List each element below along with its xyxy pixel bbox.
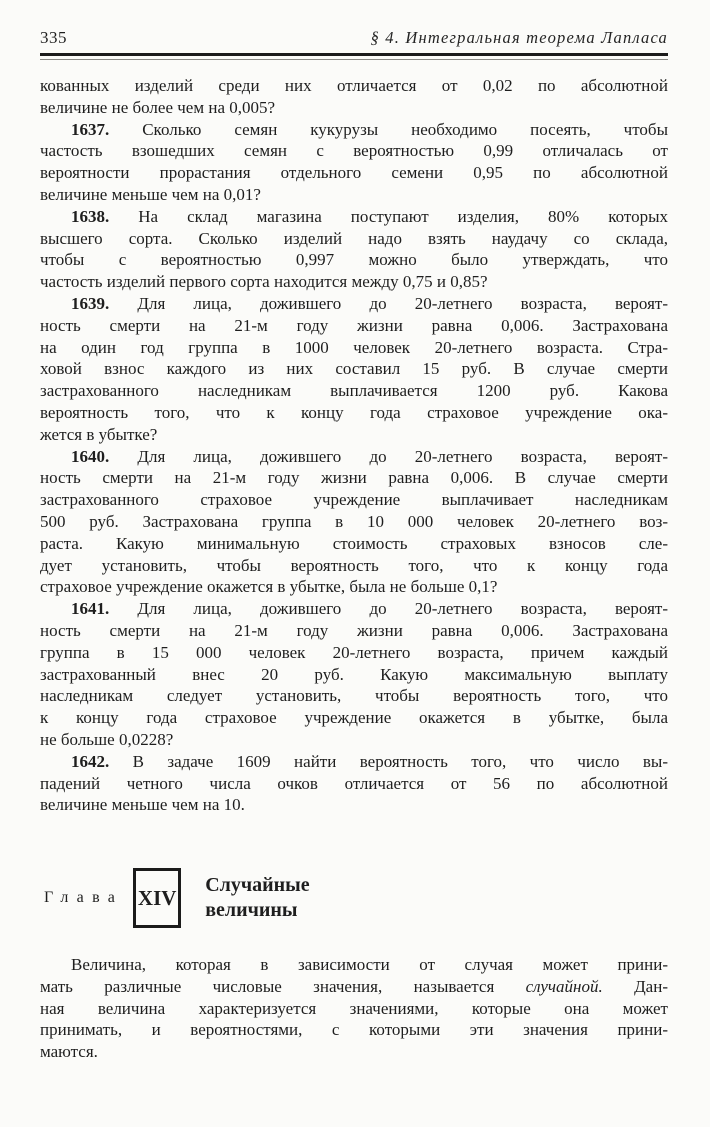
- text-line: [40, 976, 668, 998]
- text-segment: ховой взнос каждого из них составил 15 руб. В случае смерти: [40, 359, 668, 379]
- text-segment: Для лица, дожившего до 20-летнего возраста, вероят-: [137, 599, 669, 619]
- text-segment: к концу года страховое учреждение окажется в убытке, была: [40, 708, 668, 728]
- text-segment: величине меньше чем на 10.: [40, 795, 245, 815]
- problem-number: 1641.: [71, 599, 138, 619]
- text-segment: Для лица, дожившего до 20-летнего возраста, вероят-: [137, 293, 669, 313]
- text-line: [40, 293, 668, 315]
- text-line: [40, 489, 668, 511]
- text-line: [40, 206, 668, 228]
- text-line: [40, 424, 668, 446]
- paragraph: [40, 954, 668, 1063]
- text-line: [40, 794, 668, 816]
- chapter-title-line1: Случайные: [205, 874, 310, 897]
- text-segment: не больше 0,0228?: [40, 729, 174, 749]
- text-segment: дует установить, чтобы вероятность того, что к концу года: [40, 555, 668, 575]
- text-line: [40, 467, 668, 489]
- paragraph: [40, 206, 668, 293]
- chapter-heading: [44, 868, 668, 928]
- text-segment: застрахованного наследникам выплачивается 1200 руб. Какова: [40, 381, 668, 401]
- text-line: [40, 315, 668, 337]
- intro-section: [40, 954, 668, 1063]
- paragraph: [40, 293, 668, 446]
- text-line: [40, 358, 668, 380]
- text-line: [40, 729, 668, 751]
- text-segment: 500 руб. Застрахована группа в 10 000 человек 20-летнего воз-: [40, 511, 668, 531]
- text-line: [40, 228, 668, 250]
- text-line: [40, 1019, 668, 1041]
- text-line: [40, 75, 668, 97]
- text-line: [40, 555, 668, 577]
- text-line: [40, 184, 668, 206]
- text-segment: частость взошедших семян с вероятностью 0,99 отличалась от: [40, 141, 668, 161]
- text-segment: наследникам следует установить, чтобы вероятность того, что: [40, 686, 668, 706]
- text-segment: падений четного числа очков отличается от 56 по абсолютной: [40, 773, 668, 793]
- text-line: [40, 1041, 668, 1063]
- text-line: [40, 140, 668, 162]
- text-line: [40, 533, 668, 555]
- text-line: [40, 598, 668, 620]
- text-segment: кованных изделий среди них отличается от 0,02 по абсолютной: [40, 76, 668, 95]
- text-line: [40, 249, 668, 271]
- problem-number: 1639.: [71, 293, 138, 313]
- text-segment: ность смерти на 21-м году жизни равна 0,006. Застрахована: [40, 620, 668, 640]
- text-line: [40, 162, 668, 184]
- paragraph: [40, 446, 668, 599]
- text-segment: раста. Какую минимальную стоимость страховых взносов сле-: [40, 533, 668, 553]
- chapter-number-box: [133, 868, 181, 928]
- text-line: [40, 642, 668, 664]
- text-segment: маются.: [40, 1042, 98, 1062]
- text-segment: ная величина характеризуется значениями, которые она может: [40, 998, 668, 1018]
- page-number: 335: [40, 28, 67, 47]
- text-line: [40, 402, 668, 424]
- page-header: [40, 28, 668, 48]
- paragraph: [40, 598, 668, 751]
- text-line: [40, 707, 668, 729]
- chapter-title-line2: величины: [205, 899, 298, 922]
- text-segment: на один год группа в 1000 человек 20-летнего возраста. Стра-: [40, 337, 668, 357]
- text-segment: В задаче 1609 найти вероятность того, что число вы-: [132, 751, 669, 771]
- text-line: [40, 446, 668, 468]
- text-segment: высшего сорта. Сколько изделий надо взять наудачу со склада,: [40, 228, 668, 248]
- problem-number: 1642.: [71, 751, 133, 771]
- text-segment: жется в убытке?: [40, 424, 158, 444]
- text-line: [40, 380, 668, 402]
- text-line: [40, 119, 668, 141]
- text-segment: вероятности прорастания отдельного семени 0,95 по абсолютной: [40, 163, 668, 183]
- text-segment: застрахованного страховое учреждение выплачивает наследникам: [40, 490, 668, 510]
- text-segment: Величина, которая в зависимости от случая может прини-: [71, 955, 668, 975]
- text-line: [40, 271, 668, 293]
- text-segment: принимать, и вероятностями, с которыми эти значения прини-: [40, 1020, 668, 1040]
- problem-number: 1638.: [71, 206, 139, 226]
- chapter-title: [205, 873, 309, 923]
- text-segment: мать различные числовые значения, называется: [40, 976, 526, 996]
- problem-number: 1640.: [71, 446, 138, 466]
- text-segment: Для лица, дожившего до 20-летнего возраста, вероят-: [137, 446, 669, 466]
- text-line: [40, 685, 668, 707]
- text-line: [40, 998, 668, 1020]
- text-segment: Сколько семян кукурузы необходимо посеять, чтобы: [142, 119, 668, 139]
- text-line: [40, 337, 668, 359]
- text-line: [40, 511, 668, 533]
- text-segment: Дан-: [602, 976, 668, 996]
- problems-section: [40, 75, 668, 816]
- text-line: [40, 954, 668, 976]
- header-rule: [40, 53, 668, 60]
- text-segment: На склад магазина поступают изделия, 80% которых: [138, 206, 668, 226]
- text-segment: вероятность того, что к концу года страховое учреждение ока-: [40, 402, 668, 422]
- running-header-title: § 4. Интегральная теорема Лапласа: [370, 28, 668, 47]
- text-line: [40, 97, 668, 119]
- text-segment: величине не более чем на 0,005?: [40, 97, 276, 117]
- text-line: [40, 620, 668, 642]
- chapter-label: Глава: [44, 889, 124, 907]
- text-segment: страховое учреждение окажется в убытке, была не больше 0,1?: [40, 577, 498, 597]
- paragraph: [40, 751, 668, 816]
- text-segment: чтобы с вероятностью 0,997 можно было утверждать, что: [40, 250, 668, 270]
- text-line: [40, 773, 668, 795]
- text-segment: ность смерти на 21-м году жизни равна 0,006. В случае смерти: [40, 468, 668, 488]
- text-line: [40, 576, 668, 598]
- text-segment: случайной.: [525, 976, 603, 996]
- paragraph: [40, 119, 668, 206]
- text-segment: величине меньше чем на 0,01?: [40, 184, 261, 204]
- text-segment: ность смерти на 21-м году жизни равна 0,006. Застрахована: [40, 315, 668, 335]
- text-line: [40, 751, 668, 773]
- text-segment: группа в 15 000 человек 20-летнего возраста, причем каждый: [40, 642, 668, 662]
- problem-number: 1637.: [71, 119, 143, 139]
- text-segment: застрахованный внес 20 руб. Какую максимальную выплату: [40, 664, 668, 684]
- text-line: [40, 664, 668, 686]
- paragraph: [40, 75, 668, 119]
- text-segment: частость изделий первого сорта находится между 0,75 и 0,85?: [40, 272, 488, 292]
- chapter-roman-numeral: XIV: [137, 885, 177, 910]
